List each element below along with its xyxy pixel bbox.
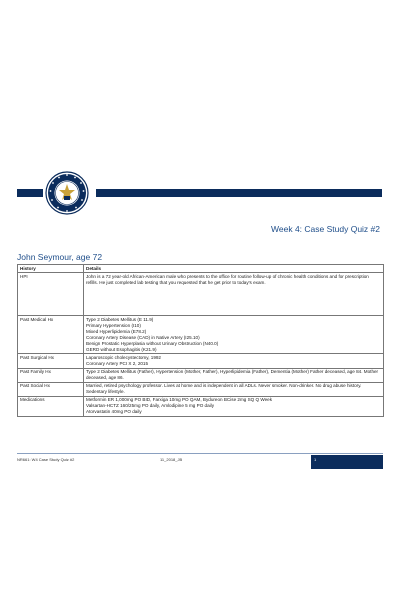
detail-line: Married, retired psychology professor. Lives at home and is independent in all ADLs. Never smoker. Non-drinker. No drug abuse history. Sedentary lifestyle. xyxy=(86,383,362,395)
table-row-past-social-hx xyxy=(18,382,384,396)
row-details xyxy=(84,368,384,382)
table-row-past-medical-hx xyxy=(18,316,384,354)
footer-divider xyxy=(17,453,383,454)
column-header-details: Details xyxy=(84,265,384,273)
column-header-history: History xyxy=(18,265,84,273)
table-header-row xyxy=(18,265,384,273)
detail-line: Mixed Hyperlipidemia (E78.2) xyxy=(86,328,147,334)
row-details xyxy=(84,396,384,416)
detail-line: Laparoscopic cholecystectomy, 1992 xyxy=(86,354,161,360)
detail-line: Primary Hypertension (I10) xyxy=(86,322,141,328)
table-row-past-family-hx xyxy=(18,368,384,382)
table-row-medications xyxy=(18,396,384,416)
detail-line: John is a 72 year-old African-American male who presents to the office for routine follow-up of chronic health conditions and for prescription refills. He just completed lab testing that you requested that he get prior to today's exam. xyxy=(86,273,369,285)
row-label: Medications xyxy=(18,396,84,416)
quiz-title: Week 4: Case Study Quiz #2 xyxy=(271,224,380,234)
detail-line: Type 2 Diabetes Mellitus (Father), Hypertension (Mother, Father), Hyperlipidemia (Father), Dementia (Mother) Father deceased, age 84. Mother deceased, age 86. xyxy=(86,369,379,381)
row-label: Past Medical Hx xyxy=(18,316,84,354)
footer-version-label: 11_2018_JB xyxy=(160,457,183,462)
detail-line: Metformin ER 1,000mg PO BID, Farxiga 10mg PO QAM, Bydureon BCise 2mg SQ Q Week xyxy=(86,397,273,403)
patient-title: John Seymour, age 72 xyxy=(17,252,103,262)
detail-line: Valsartan-HCTZ 160/25mg PO daily, Amlodipine 5 mg PO daily xyxy=(86,403,214,409)
page-number: 1 xyxy=(314,457,317,462)
row-label: Past Social Hx xyxy=(18,382,84,396)
row-details xyxy=(84,273,384,316)
detail-line: Type 2 Diabetes Mellitus (E 11.9) xyxy=(86,316,154,322)
detail-line: Atorvastatin 40mg PO daily xyxy=(86,409,142,415)
detail-line: Coronary Artery Disease (CAD) in Native Artery (I25.10) xyxy=(86,334,200,340)
detail-line: GERD without Esophagitis (K21.9) xyxy=(86,346,157,352)
college-seal-logo xyxy=(45,171,89,215)
row-label: Past Family Hx xyxy=(18,368,84,382)
footer-course-label: NR661: W4 Case Study Quiz #2 xyxy=(17,457,75,462)
row-details xyxy=(84,354,384,368)
row-details xyxy=(84,382,384,396)
history-table xyxy=(17,264,384,417)
footer-page-box xyxy=(311,455,383,469)
header-band-right xyxy=(96,189,382,197)
detail-line: Coronary Artery PCI X 2, 2015 xyxy=(86,361,149,366)
table-row-hpi xyxy=(18,273,384,316)
table-row-past-surgical-hx xyxy=(18,354,384,368)
header-band-left xyxy=(17,189,43,197)
row-details xyxy=(84,316,384,354)
row-label: Past Surgical Hx xyxy=(18,354,84,368)
row-label: HPI xyxy=(18,273,84,316)
detail-line: Benign Prostatic Hyperplasia without Urinary Obstruction (N40.0) xyxy=(86,340,219,346)
